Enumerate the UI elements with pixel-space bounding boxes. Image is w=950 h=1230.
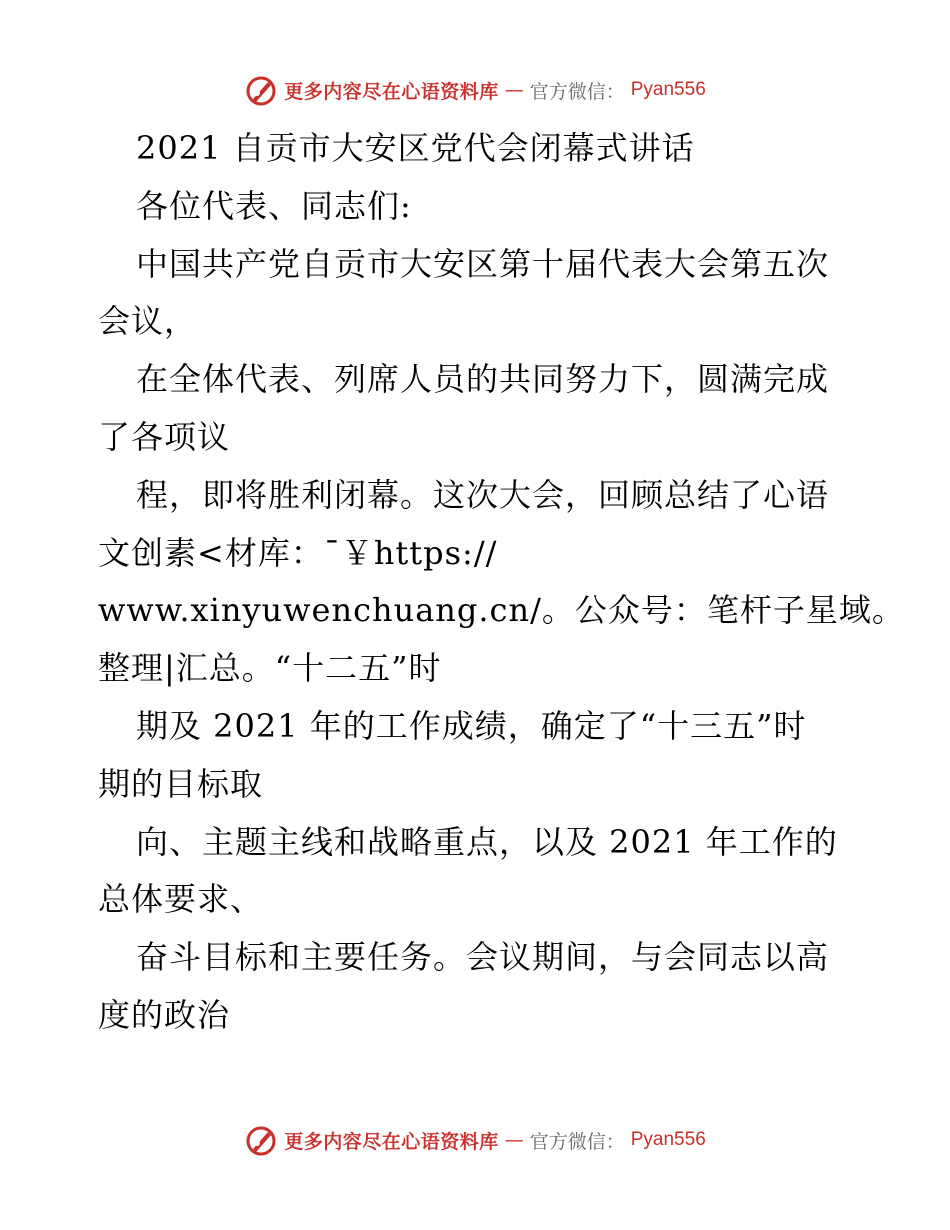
paragraph-line: 期的目标取: [98, 764, 264, 803]
banner-dash: —: [504, 79, 524, 101]
pen-swirl-logo-icon: [244, 1123, 278, 1157]
paragraph-line: www.xinyuwenchuang.cn/。公众号：笔杆子星域。: [98, 591, 905, 630]
paragraph-line: 会议，: [98, 302, 198, 341]
banner-slogan: 更多内容尽在心语资料库: [284, 1130, 499, 1153]
paragraph-line: 期及 2021 年的工作成绩，确定了“十三五”时: [136, 706, 807, 745]
paragraph-line: 总体要求、: [98, 880, 264, 919]
header-banner: [0, 70, 950, 110]
banner-wechat-label: 官方微信：: [529, 80, 625, 103]
paragraph-line: 文创素<材库：¯￥https://: [98, 533, 498, 572]
paragraph-line: 了各项议: [98, 417, 231, 456]
paragraph-line: 整理|汇总。“十二五”时: [98, 649, 442, 688]
paragraph-line: 程，即将胜利闭幕。这次大会，回顾总结了心语: [136, 475, 830, 514]
paragraph-line: 在全体代表、列席人员的共同努力下，圆满完成: [136, 360, 830, 399]
footer-banner: [0, 1120, 950, 1160]
document-title: 2021 自贡市大安区党代会闭幕式讲话: [136, 129, 695, 167]
paragraph-line: 奋斗目标和主要任务。会议期间，与会同志以高: [136, 938, 830, 977]
banner-wechat-id: Pyan556: [630, 1129, 706, 1150]
paragraph-line: 度的政治: [98, 995, 231, 1034]
paragraph-line: 向、主题主线和战略重点，以及 2021 年工作的: [136, 822, 838, 861]
banner-wechat-id: Pyan556: [630, 79, 706, 100]
pen-swirl-logo-icon: [244, 73, 278, 107]
banner-dash: —: [504, 1129, 524, 1151]
paragraph-line: 中国共产党自贡市大安区第十届代表大会第五次: [136, 244, 830, 283]
banner-slogan: 更多内容尽在心语资料库: [284, 80, 499, 103]
banner-wechat-label: 官方微信：: [529, 1130, 625, 1153]
document-body: [98, 120, 905, 1045]
salutation: 各位代表、同志们:: [136, 186, 412, 225]
